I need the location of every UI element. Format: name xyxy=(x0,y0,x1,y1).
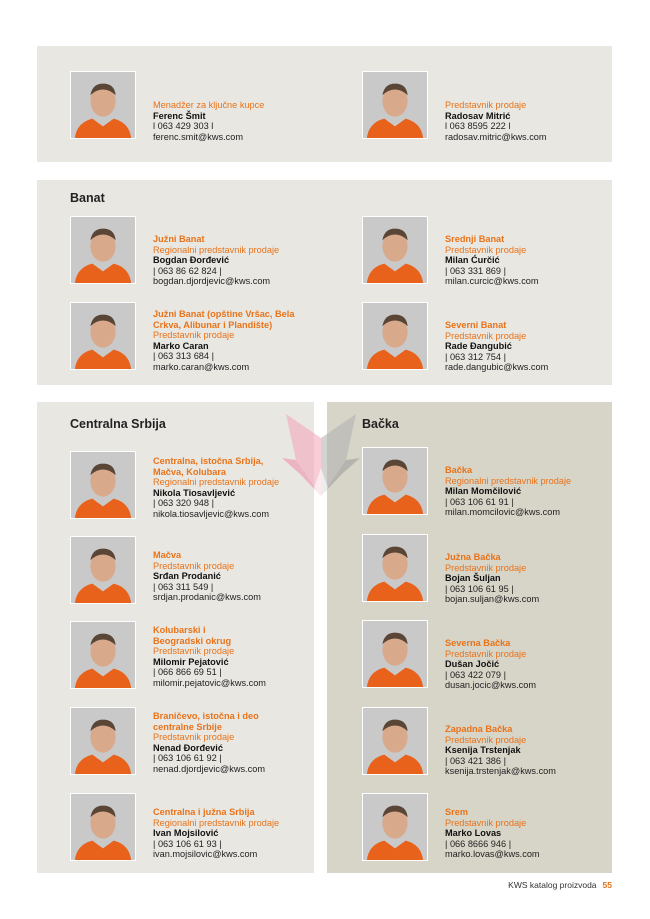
contact-email[interactable]: dusan.jocic@kws.com xyxy=(445,680,537,691)
contact-email[interactable]: ivan.mojsilovic@kws.com xyxy=(153,849,258,860)
contact-region: Severni Banat xyxy=(445,320,507,330)
contact-email[interactable]: marko.lovas@kws.com xyxy=(445,849,540,860)
page-footer xyxy=(470,880,612,890)
contact-email[interactable]: bogdan.djordjevic@kws.com xyxy=(153,276,271,287)
contact-name: Milomir Pejatović xyxy=(153,656,229,667)
contact-card xyxy=(362,302,622,374)
contact-card xyxy=(70,71,330,143)
contact-role: Regionalni predstavnik prodaje xyxy=(153,817,280,828)
avatar xyxy=(70,793,136,861)
centralna-srbija-title: Centralna Srbija xyxy=(70,417,166,431)
contact-name: Srđan Prodanić xyxy=(153,571,221,582)
contact-name: Ksenija Trstenjak xyxy=(445,745,521,756)
avatar xyxy=(362,216,428,284)
contact-region: Centralna, istočna Srbija, Mačva, Kolubara xyxy=(153,456,264,477)
contact-role: Predstavnik prodaje xyxy=(153,646,235,657)
avatar xyxy=(70,536,136,604)
avatar xyxy=(70,71,136,139)
contact-card xyxy=(70,793,330,865)
contact-name: Bojan Šuljan xyxy=(445,573,501,584)
contact-phone: | 063 106 61 92 | xyxy=(153,753,222,764)
contact-name: Radosav Mitrić xyxy=(445,110,511,121)
contact-region: Južni Banat (opštine Vršac, Bela Crkva, Alibunar i Plandište) xyxy=(153,309,295,330)
contact-name: Nenad Đorđević xyxy=(153,742,223,753)
contact-name: Dušan Jočić xyxy=(445,659,500,670)
contact-phone: | 063 422 079 | xyxy=(445,669,506,680)
contact-phone: | 066 8666 946 | xyxy=(445,838,512,849)
avatar xyxy=(362,793,428,861)
contact-phone: l 063 429 303 l xyxy=(153,121,214,132)
contact-card xyxy=(70,707,330,779)
contact-name: Marko Lovas xyxy=(445,828,502,839)
contact-name: Bogdan Đorđević xyxy=(153,255,230,266)
contact-role: Predstavnik prodaje xyxy=(153,330,235,341)
contact-region: Bačka xyxy=(445,465,473,475)
contact-role: Predstavnik prodaje xyxy=(445,734,527,745)
contact-card xyxy=(70,302,330,374)
page-number: 55 xyxy=(602,880,612,890)
contact-email[interactable]: ksenija.trstenjak@kws.com xyxy=(445,766,556,777)
contact-email[interactable]: marko.caran@kws.com xyxy=(153,361,250,372)
contact-role: Regionalni predstavnik prodaje xyxy=(445,475,572,486)
contact-card xyxy=(70,621,330,693)
contact-phone: | 063 106 61 95 | xyxy=(445,583,514,594)
contact-email[interactable]: milan.momcilovic@kws.com xyxy=(445,507,560,518)
contact-region: Srednji Banat xyxy=(445,234,505,244)
contact-role: Predstavnik prodaje xyxy=(445,562,527,573)
contact-email[interactable]: ferenc.smit@kws.com xyxy=(153,131,243,142)
avatar xyxy=(362,534,428,602)
contact-email[interactable]: nenad.djordjevic@kws.com xyxy=(153,763,265,774)
avatar xyxy=(362,302,428,370)
contact-name: Marko Caran xyxy=(153,340,209,351)
contact-role: Predstavnik prodaje xyxy=(445,244,527,255)
contact-role: Regionalni predstavnik prodaje xyxy=(153,477,280,488)
contact-role: Menadžer za ključne kupce xyxy=(153,100,265,110)
contact-region: Južna Bačka xyxy=(445,552,501,562)
contact-name: Milan Ćurčić xyxy=(445,255,500,266)
contact-email[interactable]: rade.dangubic@kws.com xyxy=(445,362,549,373)
contact-region: Zapadna Bačka xyxy=(445,724,513,734)
catalog-name: KWS katalog proizvoda xyxy=(508,880,597,890)
contact-role: Predstavnik prodaje xyxy=(445,100,527,110)
contact-region: Mačva xyxy=(153,550,182,560)
contact-card xyxy=(70,536,330,608)
contact-card xyxy=(362,620,622,692)
avatar xyxy=(70,621,136,689)
contact-phone: | 063 106 61 93 | xyxy=(153,838,222,849)
contact-region: Centralna i južna Srbija xyxy=(153,807,255,817)
contact-role: Predstavnik prodaje xyxy=(445,817,527,828)
contact-card xyxy=(362,793,622,865)
avatar xyxy=(70,451,136,519)
contact-role: Predstavnik prodaje xyxy=(153,732,235,743)
contact-card xyxy=(362,707,622,779)
contact-phone: | 063 320 948 | xyxy=(153,498,214,509)
contact-email[interactable]: bojan.suljan@kws.com xyxy=(445,594,540,605)
contact-region: Severna Bačka xyxy=(445,638,511,648)
contact-role: Regionalni predstavnik prodaje xyxy=(153,244,280,255)
contact-card xyxy=(70,216,330,288)
contact-phone: | 063 421 386 | xyxy=(445,755,506,766)
contact-email[interactable]: milomir.pejatovic@kws.com xyxy=(153,677,266,688)
contact-email[interactable]: nikola.tiosavljevic@kws.com xyxy=(153,508,270,519)
contact-region: Srem xyxy=(445,807,468,817)
contact-name: Ivan Mojsilović xyxy=(153,828,219,839)
avatar xyxy=(362,707,428,775)
contact-card xyxy=(70,451,330,523)
avatar xyxy=(362,71,428,139)
contact-phone: | 063 312 754 | xyxy=(445,351,506,362)
contact-name: Milan Momčilović xyxy=(445,486,522,497)
contact-card xyxy=(362,71,622,143)
contact-role: Predstavnik prodaje xyxy=(153,560,235,571)
contact-name: Rade Đangubić xyxy=(445,341,512,352)
avatar xyxy=(70,707,136,775)
contact-role: Predstavnik prodaje xyxy=(445,648,527,659)
contact-phone: | 066 866 69 51 | xyxy=(153,667,222,678)
contact-phone: | 063 311 549 | xyxy=(153,581,214,592)
avatar xyxy=(362,620,428,688)
avatar xyxy=(70,302,136,370)
contact-card xyxy=(362,216,622,288)
contact-name: Nikola Tiosavljević xyxy=(153,487,236,498)
contact-phone: | 063 106 61 91 | xyxy=(445,496,514,507)
contact-name: Ferenc Šmit xyxy=(153,110,206,121)
banat-title: Banat xyxy=(70,191,105,205)
contact-phone: | 063 331 869 | xyxy=(445,265,506,276)
contact-email[interactable]: srdjan.prodanic@kws.com xyxy=(153,592,261,603)
contact-phone: | 063 313 684 | xyxy=(153,351,214,362)
contact-email[interactable]: milan.curcic@kws.com xyxy=(445,276,539,287)
avatar xyxy=(362,447,428,515)
contact-phone: l 063 8595 222 l xyxy=(445,121,511,132)
contact-region: Braničevo, istočna i deo centralne Srbije xyxy=(153,711,259,732)
contact-card xyxy=(362,447,622,519)
contact-region: Kolubarski i Beogradski okrug xyxy=(153,625,232,646)
contact-role: Predstavnik prodaje xyxy=(445,330,527,341)
contact-region: Južni Banat xyxy=(153,234,205,244)
backa-title: Bačka xyxy=(362,417,399,431)
contact-card xyxy=(362,534,622,606)
contact-email[interactable]: radosav.mitric@kws.com xyxy=(445,131,547,142)
contact-phone: | 063 86 62 824 | xyxy=(153,265,222,276)
avatar xyxy=(70,216,136,284)
